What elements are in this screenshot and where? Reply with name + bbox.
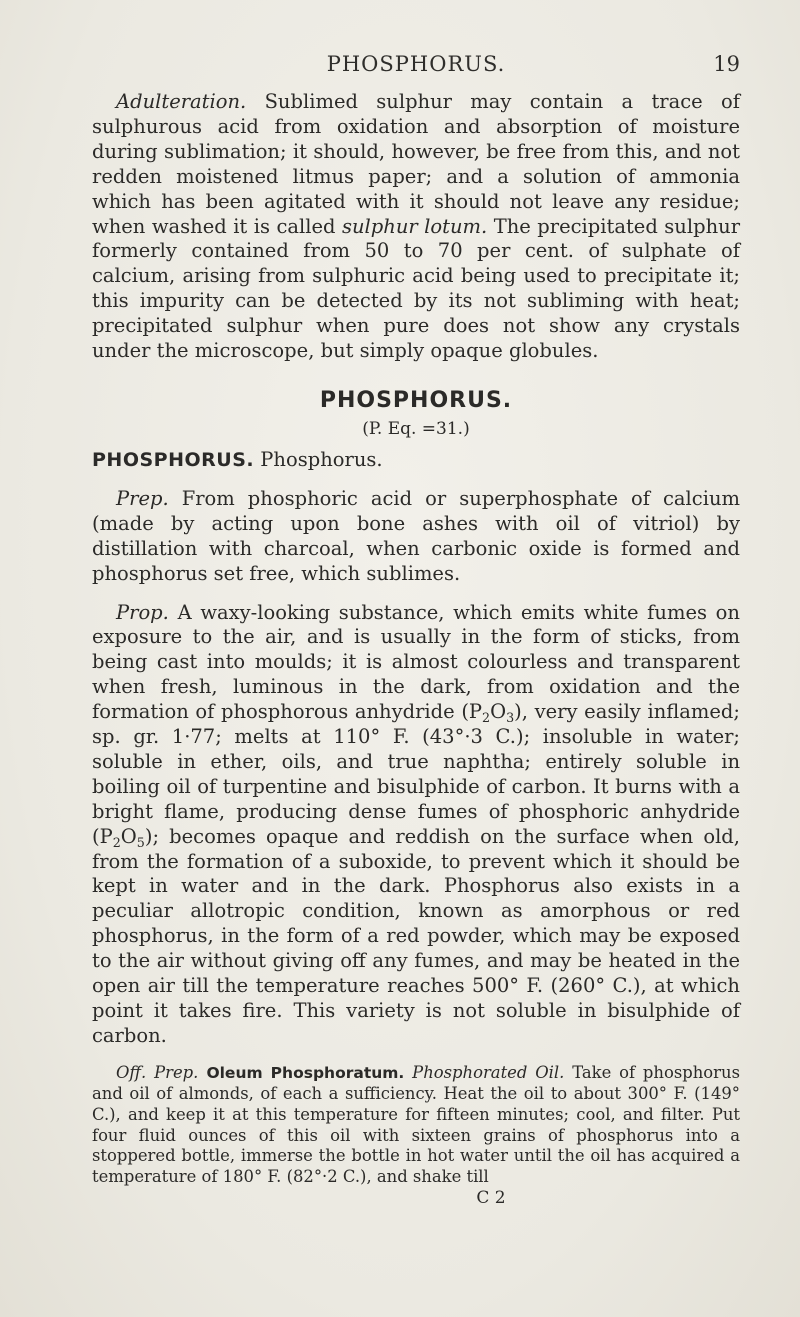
prop-sub-3: 2 (112, 834, 121, 850)
entry-name: Phosphorus. (254, 447, 383, 471)
prop-sub-2: 3 (506, 709, 515, 725)
section-equivalent: (P. Eq. =31.) (362, 418, 470, 439)
adulteration-label: Adulteration. (116, 90, 247, 113)
prep-label: Prep. (116, 486, 169, 510)
prop-text-5: ); becomes opaque and reddish on the surface when old, from the formation of a suboxide, to prevent which it should be kept in water and in the dark. Phosphorus also exists in a peculiar allotropic condition, known as amorphous or red phosphorus, in the form of a red powder, which may be exposed to the air without giving off any fumes, and may be heated in the open air till the temperature reaches 500° F. (260° C.), at which point it takes fire. This variety is not soluble in bisulphide of carbon. (92, 824, 740, 1047)
prep-text: From phosphoric acid or superphosphate of calcium (made by acting upon bone ashes with oil of vitriol) by distillation with charcoal, when carbonic oxide is formed and phosphorus set free, which sublimes. (92, 486, 740, 585)
entry-heading: PHOSPHORUS. (92, 448, 255, 471)
running-head: PHOSPHORUS. (326, 52, 506, 76)
off-prep-name: Oleum Phosphoratum. (198, 1063, 405, 1082)
prop-paragraph (92, 601, 740, 1049)
adulteration-paragraph (92, 90, 740, 364)
sulphur-lotum-term: sulphur lotum. (341, 214, 488, 238)
prop-sub-4: 5 (136, 834, 145, 850)
prep-paragraph (92, 487, 740, 587)
page-number: 19 (713, 52, 740, 76)
off-prep-text: Take of phosphorus and oil of almonds, of each a sufficiency. Heat the oil to about 300° F. (149° C.), and keep it at this temperature for fifteen minutes; cool, and filter. Put four fluid ounces of this oil with sixteen grains of phosphorus into a stoppered bottle, immerse the bottle in hot water until the oil has acquired a temperature of 180° F. (82°·2 C.), and shake till (92, 1062, 740, 1187)
off-prep-paragraph (92, 1063, 740, 1188)
adulteration-text-b: The precipitated sulphur formerly contained from 50 to 70 per cent. of sulphate of calcium, arising from sulphuric acid being used to precipitate it; this impurity can be detected by its not subliming with heat; precipitated sulphur when pure does not show any crystals under the microscope, but simply opaque globules. (92, 214, 741, 363)
section-title: PHOSPHORUS. (319, 387, 513, 413)
prop-label: Prop. (116, 600, 169, 624)
page-header (92, 52, 740, 82)
prop-text-3: ), very easily inflamed; sp. gr. 1·77; melts at 110° F. (43°·3 C.); insoluble in water; soluble in ether, oils, and true naphtha; entirely soluble in boiling oil of turpentine and bisulphide of carbon. It burns with a bright flame, producing dense fumes of phosphoric anhydride (P (92, 700, 740, 848)
prop-text-4: O (120, 824, 137, 848)
prop-text-1: A waxy-looking substance, which emits white fumes on exposure to the air, and is usually in the form of sticks, from being cast into moulds; it is almost colourless and transparent when fresh, luminous in the dark, from oxidation and the formation of phosphorous anhydride (P (92, 600, 740, 724)
off-prep-label: Off. Prep. (116, 1062, 199, 1082)
prop-sub-1: 2 (482, 709, 491, 725)
signature-mark: C 2 (476, 1188, 506, 1209)
prop-text-2: O (490, 700, 507, 724)
off-prep-english: Phosphorated Oil. (404, 1062, 565, 1082)
adulteration-text-a: Sublimed sulphur may contain a trace of sulphurous acid from oxidation and absorption of moisture during sublimation; it should, however, be free from this, and not redden moistened litmus paper; and a solution of ammonia which has been agitated with it should not leave any residue; when washed it is called (92, 90, 740, 238)
page-body (92, 90, 740, 1209)
entry-heading-line (92, 448, 740, 473)
